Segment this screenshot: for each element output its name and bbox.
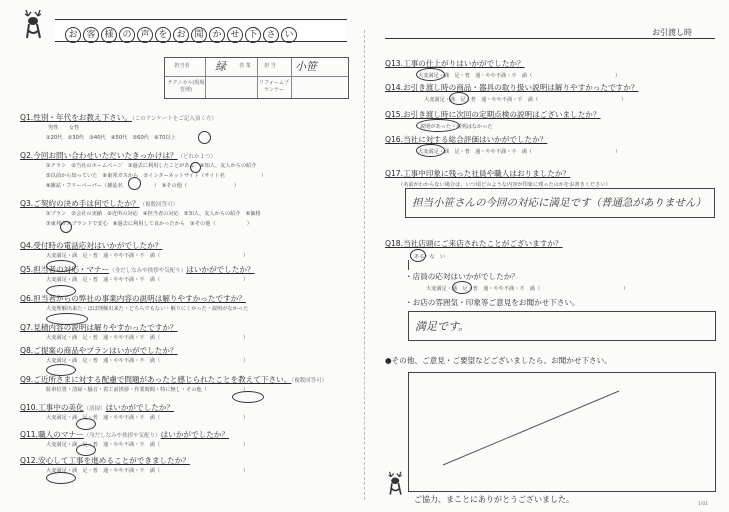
title-char: さ xyxy=(263,27,279,43)
question-8-title xyxy=(20,345,178,356)
question-3-title xyxy=(20,198,178,209)
question-number: Q10. xyxy=(20,403,39,412)
question-number: Q1. xyxy=(20,113,34,122)
page-divider xyxy=(364,30,365,500)
question-number: Q9. xyxy=(20,375,34,384)
question-text: 見積内容の説明は解りやすかったですか？ xyxy=(33,323,178,332)
question-text-cont: はいかがでしたか？ xyxy=(160,430,229,439)
question-10-options-1: 大変満足・満 足・普 通・やや不満・不 満（ ） xyxy=(46,415,249,421)
deer-icon xyxy=(18,8,50,42)
q13-answer-circle xyxy=(416,68,445,81)
answer-circle xyxy=(190,162,201,173)
deer-logo-right xyxy=(383,470,409,498)
staff-table xyxy=(164,57,349,99)
title-bar xyxy=(55,19,347,42)
question-12-options-1: 大変満足・満 足・普 通・やや不満・不 満（ ） xyxy=(46,468,249,474)
q18b-answer-circle xyxy=(452,281,472,294)
question-hint: （身だしなみや挨拶や気配り） xyxy=(83,433,161,439)
q16-options: 大変満足・満 足・普 通・やや不満・不 満（ ） xyxy=(418,149,621,155)
question-text-cont: はいかがでしたか？ xyxy=(186,265,255,274)
q18-title: Q18.当社店頭にご来店されたことがございますか？ xyxy=(385,239,563,248)
q16-title: Q16.当社に対する総合評価はいかがでしたか？ xyxy=(385,135,548,144)
page-title xyxy=(65,22,299,43)
title-char: 声 xyxy=(137,27,153,43)
q13-title: Q13.工事の仕上がりはいかがでしたか？ xyxy=(385,59,525,68)
q17-answer-handwritten: 担当小笹さんの今回の対応に満足です（普通急がありません） xyxy=(412,197,706,209)
question-2-options-3: ⑧雑誌・フリーペーパー（雑誌名 ） ⑨その他（ ） xyxy=(46,183,239,189)
q18-options: ある・な い xyxy=(414,254,446,260)
q18-answer-circle xyxy=(410,249,426,262)
title-char: お xyxy=(65,27,81,43)
answer-circle xyxy=(60,221,72,233)
question-10-title xyxy=(20,402,174,413)
deer-logo-left xyxy=(18,8,50,42)
question-text: 安心して工事を進めることができましたか？ xyxy=(38,456,190,465)
question-11-options-1: 大変満足・満 足・普 通・やや不満・不 満（ ） xyxy=(46,442,249,448)
question-9-options-1: 駐車位置・清掃・騒音・着工前挨拶・作業時間・特に無し・その他（ ） xyxy=(46,387,249,393)
question-number: Q5. xyxy=(20,265,34,274)
scribble-line xyxy=(409,373,715,491)
question-number: Q11. xyxy=(20,430,39,439)
question-2-title xyxy=(20,150,216,161)
question-number: Q2. xyxy=(20,151,34,160)
title-char: 客 xyxy=(83,27,99,43)
sales-name2-label: 担 当 xyxy=(264,63,276,69)
question-6-options-1: 大変理解出来た・ほぼ理解出来た・どちらでもない・解りにくかった・説明がなかった xyxy=(46,306,249,312)
answer-circle xyxy=(128,177,141,190)
question-1-options-1: 男性 女性 xyxy=(48,125,80,131)
q15-options: 説明があった・説明はなかった xyxy=(420,124,493,130)
question-2-options-1: ①チラシ ②当社のホームページ ③過去に利用したことがある ④知人、友人からの紹介 xyxy=(46,163,257,169)
question-hint: （このアンケートをご記入頂く方） xyxy=(131,116,217,122)
q14-options: 大変満足・満 足・普 通・やや不満・不 満（ ） xyxy=(424,97,627,103)
title-char: 下 xyxy=(245,27,261,43)
sales-name-label: 営 業 xyxy=(239,63,251,69)
question-number: Q7. xyxy=(20,323,34,332)
title-char: か xyxy=(209,27,225,43)
question-1-title xyxy=(20,112,217,123)
other-title: ●その他、ご意見・ご要望などございましたら、お聞かせ下さい。 xyxy=(385,356,612,365)
thanks-message: ご協力、まことにありがとうございました。 xyxy=(414,495,574,504)
question-text: 性別・年代をお教え下さい。 xyxy=(33,113,132,122)
q18-arrow xyxy=(408,260,409,270)
question-3-options-2: ⑦東邦ガスブランドで安心 ⑧過去に利用して良かったから ⑨その他（ ） xyxy=(46,221,252,227)
title-char: を xyxy=(155,27,171,43)
question-number: Q8. xyxy=(20,346,34,355)
question-5-options-1: 大変満足・満 足・普 通・やや不満・不 満（ ） xyxy=(46,277,249,283)
title-char: の xyxy=(119,27,135,43)
title-char: 聞 xyxy=(191,27,207,43)
question-7-options-1: 大変満足・満 足・普 通・やや不満・不 満（ ） xyxy=(46,335,249,341)
title-char: お xyxy=(173,27,189,43)
page-mark: 1/01 xyxy=(698,502,709,507)
question-1-options-2: ①20代 ②30代 ③40代 ④50代 ⑤60代 ⑥70以上 xyxy=(46,135,176,141)
question-7-title xyxy=(20,322,178,333)
question-hint: （清掃） xyxy=(83,406,106,412)
q14-title: Q14.お引き渡し時の商品・器具の取り扱い説明は解りやすかったですか？ xyxy=(385,83,639,92)
q17-title: Q17.工事中印象に残った社員や職人はおりましたか？ xyxy=(385,169,571,178)
q17-answer-box xyxy=(405,188,715,218)
question-number: Q4. xyxy=(20,241,34,250)
title-char: い xyxy=(281,27,297,43)
q18c-answer-handwritten: 満足です。 xyxy=(415,320,470,333)
question-text: 職人のマナー xyxy=(38,430,84,439)
question-5-title xyxy=(20,264,255,275)
question-9-title xyxy=(20,374,327,385)
question-text: 担当者からの弊社の事業内容の説明は解りやすかったですか？ xyxy=(33,294,246,303)
q14-answer-circle xyxy=(449,92,469,105)
question-text: 工事中の美化 xyxy=(38,403,84,412)
reform-label: テクニカル(現場管理) xyxy=(167,80,205,93)
question-4-options-1: 大変満足・満 足・普 通・やや不満・不 満（ ） xyxy=(46,253,249,259)
question-text: 受付時の電話応対はいかがでしたか？ xyxy=(33,241,163,250)
answer-circle xyxy=(232,391,264,403)
question-hint: （身だしなみや挨拶や気配り） xyxy=(109,268,187,274)
deer-icon xyxy=(383,470,409,498)
title-char: 様 xyxy=(101,27,117,43)
q18b-title: ・店員の応対はいかがでしたか？ xyxy=(405,272,519,281)
question-12-title xyxy=(20,455,190,466)
sales-label: 担当者 xyxy=(174,63,190,69)
q18c-title: ・お店の雰囲気・印象等ご意見をお聞かせ下さい。 xyxy=(405,298,580,307)
question-11-title xyxy=(20,429,229,440)
q17-note: （名前がわからない場合は、いつ頃どのような内容が印象に残ったのかをお書きください） xyxy=(398,182,611,188)
question-text: ご提案の商品やプランはいかがでしたか？ xyxy=(33,346,178,355)
sales-name2-handwritten: 小笹 xyxy=(295,60,317,73)
q16-answer-circle xyxy=(416,144,445,157)
sales-name-handwritten: 緑 xyxy=(215,60,226,73)
question-2-options-2: ⑤以前から知っていた ⑥東邦ガスから ⑦インターネットサイト（サイト名 ） xyxy=(46,173,267,179)
question-6-title xyxy=(20,293,246,304)
right-title: お引渡し時 xyxy=(652,28,692,37)
title-char: せ xyxy=(227,27,243,43)
question-8-options-1: 大変満足・満 足・普 通・やや不満・不 満（ ） xyxy=(46,358,249,364)
question-number: Q6. xyxy=(20,294,34,303)
planner-label: リフォームプランナー xyxy=(259,80,289,93)
question-hint: （どれか１つ） xyxy=(177,154,217,160)
question-hint: （複数回答可） xyxy=(291,378,328,384)
answer-circle xyxy=(198,131,211,144)
q15-answer-circle xyxy=(416,119,460,132)
other-answer-box xyxy=(408,372,716,492)
question-4-title xyxy=(20,240,162,251)
question-hint: （複数回答可） xyxy=(139,202,179,208)
right-rule xyxy=(385,38,715,39)
q18b-options: 大変満足・満 足・普 通・やや不満・不 満（ ） xyxy=(426,286,629,292)
question-3-options-1: ①プラン ②会社の実績 ③近所の対応 ④担当者の対応 ⑤知人、友人からの紹介 ⑥価格 xyxy=(46,211,261,217)
question-text: 今回お問い合わせいただいたきっかけは？ xyxy=(33,151,178,160)
question-text: 担当者の対応・マナー xyxy=(33,265,110,274)
question-number: Q12. xyxy=(20,456,39,465)
answer-circle xyxy=(46,472,76,484)
q15-title: Q15.お引き渡し時に次回の定期点検の説明はございましたか？ xyxy=(385,110,601,119)
question-number: Q3. xyxy=(20,199,34,208)
question-text-cont: はいかがでしたか？ xyxy=(105,403,174,412)
q18c-answer-box xyxy=(408,311,716,341)
question-text: ご近所さまに対する配慮で問題があったと感じられたことを教えて下さい。 xyxy=(33,375,292,384)
question-text: ご契約の決め手は何でしたか？ xyxy=(33,199,140,208)
q13-options: 大変満足・満 足・普 通・やや不満・不 満（ ） xyxy=(418,73,621,79)
